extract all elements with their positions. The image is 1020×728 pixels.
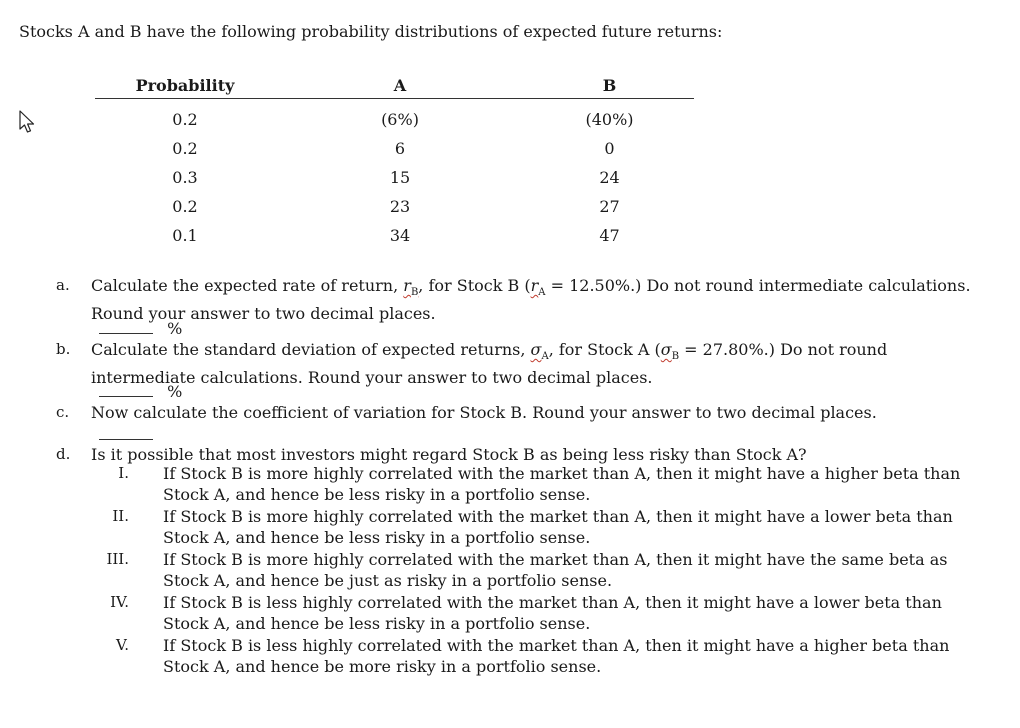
option-text: If Stock B is more highly correlated with the market than A, then it might have the same beta as Stock A, and hence be just as risky in a portfolio sense. <box>163 550 948 590</box>
question-a-label: a. <box>56 276 70 294</box>
option-text: If Stock B is less highly correlated with the market than A, then it might have a higher beta than Stock A, and hence be more risky in a portfolio sense. <box>163 636 950 676</box>
option-i[interactable] <box>91 463 971 505</box>
option-text: If Stock B is more highly correlated with the market than A, then it might have a higher beta than Stock A, and hence be less risky in a portfolio sense. <box>163 464 961 504</box>
answer-a-unit: % <box>167 319 183 338</box>
answer-b-row <box>99 381 182 402</box>
cell-probability: 0.1 <box>172 226 198 245</box>
cell-probability: 0.2 <box>172 110 198 129</box>
option-number: I. <box>118 464 129 482</box>
cell-return-a: 23 <box>389 197 411 216</box>
question-c-label: c. <box>56 403 70 421</box>
table-row <box>95 192 694 221</box>
option-text: If Stock B is more highly correlated with the market than A, then it might have a lower beta than Stock A, and hence be less risky in a portfolio sense. <box>163 507 953 547</box>
question-a: a. Calculate the expected rate of return, $r_B$, for Stock B $(r_A = 12.50\%.)$ Do not round intermediate calculations. Round your answer to two decimal places. <box>56 276 971 324</box>
spellcheck-underline: $r_A$ <box>530 276 546 299</box>
spellcheck-underline: $\sigma_A$ <box>530 340 549 363</box>
cell-return-b: 27 <box>599 197 620 216</box>
answer-c-row <box>99 424 153 445</box>
question-b: b. Calculate the standard deviation of expected returns, $\sigma_A$, for Stock A $(\sigma_B = 27.80\%.)$ Do not round intermediate calculations. Round your answer to two decimal places. <box>56 340 888 388</box>
spellcheck-underline: $r_B$ <box>403 276 419 299</box>
table-row <box>95 99 694 135</box>
cell-probability: 0.2 <box>172 197 198 216</box>
cell-return-b: (40%) <box>585 110 634 129</box>
answer-c-input[interactable] <box>99 425 153 440</box>
answer-a-row <box>99 318 182 339</box>
table-header-row <box>95 72 694 99</box>
table-row <box>95 163 694 192</box>
probability-distribution-table <box>95 72 694 250</box>
option-text: If Stock B is less highly correlated with the market than A, then it might have a lower beta than Stock A, and hence be less risky in a portfolio sense. <box>163 593 942 633</box>
cell-probability: 0.2 <box>172 139 198 158</box>
option-v[interactable] <box>91 635 971 677</box>
intro-text: Stocks A and B have the following probability distributions of expected future returns: <box>19 22 723 41</box>
option-iii[interactable] <box>91 549 971 591</box>
spellcheck-underline: $\sigma_B$ <box>660 340 680 363</box>
option-number: III. <box>106 550 129 568</box>
cell-return-a: 6 <box>394 139 406 158</box>
option-number: V. <box>116 636 129 654</box>
option-number: II. <box>112 507 129 525</box>
cell-return-b: 0 <box>604 139 615 158</box>
table-row <box>95 134 694 163</box>
option-ii[interactable] <box>91 506 971 548</box>
question-b-label: b. <box>56 340 71 358</box>
header-probability: Probability <box>95 72 275 99</box>
cell-return-b: 24 <box>599 168 620 187</box>
option-number: IV. <box>110 593 129 611</box>
cell-return-a: (6%) <box>381 110 419 129</box>
question-c: c. Now calculate the coefficient of variation for Stock B. Round your answer to two decimal places. <box>56 403 877 422</box>
cell-return-b: 47 <box>599 226 620 245</box>
answer-b-input[interactable] <box>99 382 153 397</box>
table-row <box>95 221 694 250</box>
answer-b-unit: % <box>167 382 183 401</box>
option-iv[interactable] <box>91 592 971 634</box>
answer-a-input[interactable] <box>99 319 153 334</box>
question-d: d. Is it possible that most investors might regard Stock B as being less risky than Stock A? <box>56 445 807 464</box>
mouse-pointer-icon <box>18 110 38 134</box>
cell-probability: 0.3 <box>172 168 198 187</box>
header-stock-a: A <box>275 72 525 99</box>
cell-return-a: 34 <box>389 226 411 245</box>
header-stock-b: B <box>525 72 694 99</box>
cell-return-a: 15 <box>389 168 411 187</box>
question-d-options <box>91 463 971 678</box>
question-d-label: d. <box>56 445 71 463</box>
